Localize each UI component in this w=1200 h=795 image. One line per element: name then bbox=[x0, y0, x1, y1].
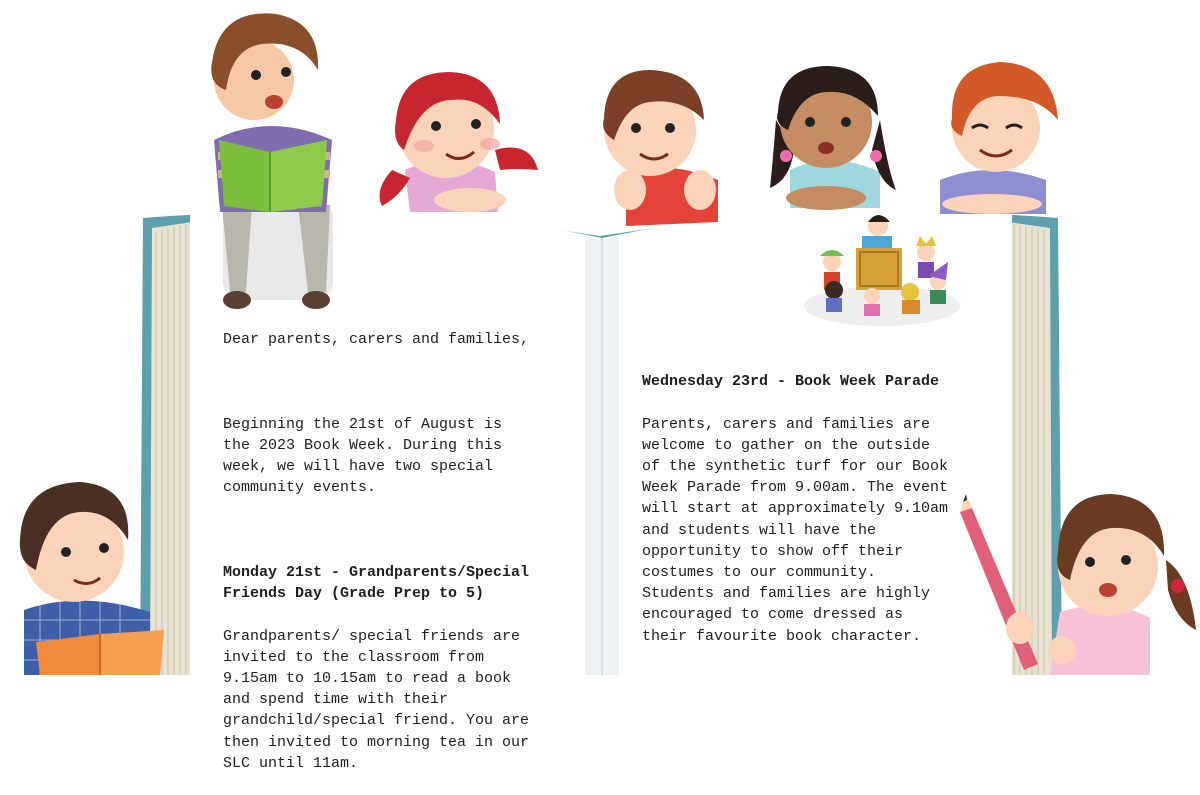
left-page-text bbox=[223, 308, 563, 795]
greeting: Dear parents, carers and families, bbox=[223, 331, 530, 349]
event2-body: Parents, carers and families are welcome to gather on the outside of the synthetic turf for our Book Week Parade from 9.00am. The event will start at approximately 9.10am and students will have the opportunity to show off their costumes to our community. Students and families are highly encouraged to come dressed as their favourite book character. bbox=[642, 415, 949, 645]
event2-heading: Wednesday 23rd - Book Week Parade bbox=[642, 373, 940, 391]
boy-reading-illustration bbox=[211, 13, 333, 309]
boy-orange-hair-illustration bbox=[940, 62, 1058, 214]
event1-body: Grandparents/ special friends are invited to the classroom from 9.15am to 10.15am to read a book and spend time with their grandchild/special friend. You are then invited to morning tea in our SLC until 11am. bbox=[223, 627, 530, 772]
intro-paragraph: Beginning the 21st of August is the 2023 Book Week. During this week, we will have two special community events. bbox=[223, 415, 503, 497]
right-page-text bbox=[642, 350, 972, 668]
boy-brown-hair-illustration bbox=[603, 70, 718, 226]
girl-red-hair-illustration bbox=[380, 72, 538, 212]
event1-heading: Monday 21st - Grandparents/Special Friends Day (Grade Prep to 5) bbox=[223, 564, 530, 603]
girl-dark-hair-illustration bbox=[770, 66, 896, 210]
